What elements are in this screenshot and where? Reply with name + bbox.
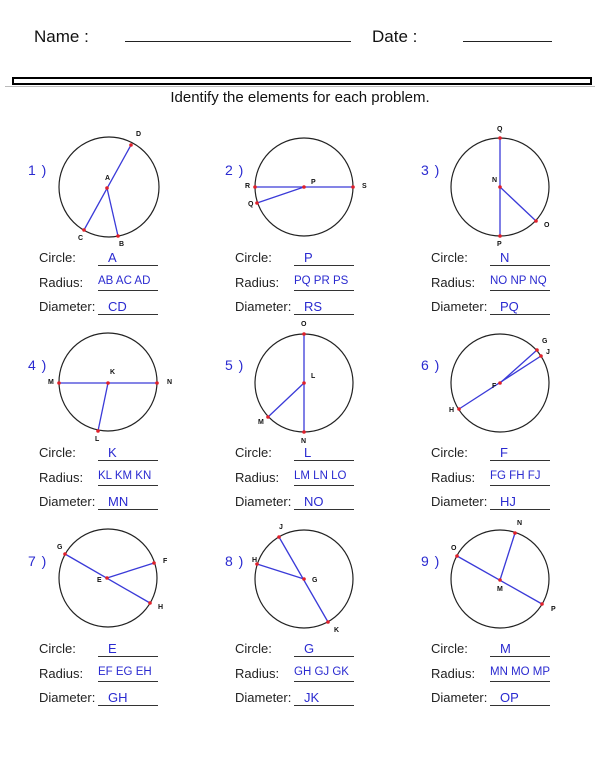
- circle-diagram: [215, 316, 411, 446]
- radius-segment: [500, 350, 537, 383]
- circle-outline: [59, 137, 159, 237]
- radius-answer[interactable]: MN MO MP: [490, 666, 550, 682]
- point-label: Q: [248, 201, 254, 208]
- point: [155, 381, 159, 385]
- diameter-label: Diameter:: [235, 494, 292, 509]
- circle-diagram: [20, 512, 216, 642]
- diameter-answer[interactable]: JK: [294, 690, 354, 706]
- point: [513, 531, 517, 535]
- point: [351, 185, 355, 189]
- diameter-label: Diameter:: [39, 299, 96, 314]
- name-field[interactable]: [125, 41, 351, 42]
- circle-diagram: [20, 316, 216, 446]
- radius-answer[interactable]: LM LN LO: [294, 470, 354, 486]
- point: [116, 234, 120, 238]
- radius-answer[interactable]: KL KM KN: [98, 470, 158, 486]
- center-point: [105, 186, 109, 190]
- circle-answer[interactable]: N: [490, 250, 550, 266]
- diameter-answer[interactable]: NO: [294, 494, 354, 510]
- center-point: [302, 577, 306, 581]
- circle-diagram: [411, 316, 600, 446]
- radius-answer[interactable]: NO NP NQ: [490, 275, 550, 291]
- point-label: S: [362, 183, 367, 190]
- point-label: R: [245, 183, 251, 190]
- radius-answer[interactable]: GH GJ GK: [294, 666, 354, 682]
- radius-answer[interactable]: PQ PR PS: [294, 275, 354, 291]
- problem-7: [20, 512, 216, 708]
- point-label: H: [449, 407, 455, 414]
- point-label: Q: [497, 126, 503, 133]
- center-label: A: [105, 175, 111, 182]
- problem-2: [215, 120, 411, 316]
- radius-label: Radius:: [39, 666, 84, 681]
- point-label: G: [542, 338, 548, 345]
- diameter-label: Diameter:: [39, 690, 96, 705]
- problem-number: 7 ): [28, 553, 48, 569]
- diameter-answer[interactable]: CD: [98, 299, 158, 315]
- circle-label: Circle:: [431, 445, 468, 460]
- point-label: D: [136, 131, 142, 138]
- circle-answer[interactable]: K: [98, 445, 158, 461]
- center-point: [498, 185, 502, 189]
- header-divider-bar: [12, 77, 592, 85]
- circle-diagram: [215, 512, 411, 642]
- center-label: N: [492, 177, 498, 184]
- radius-segment: [268, 383, 304, 417]
- center-label: K: [110, 369, 116, 376]
- point-label: G: [57, 544, 63, 551]
- radius-label: Radius:: [431, 275, 476, 290]
- problem-number: 9 ): [421, 553, 441, 569]
- point-label: L: [95, 436, 100, 443]
- point-label: J: [546, 349, 550, 356]
- point-label: N: [301, 438, 307, 445]
- problem-number: 8 ): [225, 553, 245, 569]
- point: [326, 620, 330, 624]
- center-label: P: [311, 179, 316, 186]
- center-point: [498, 381, 502, 385]
- point-label: N: [517, 520, 523, 527]
- radius-label: Radius:: [235, 666, 280, 681]
- radius-answer[interactable]: AB AC AD: [98, 275, 158, 291]
- circle-answer[interactable]: F: [490, 445, 550, 461]
- instructions: Identify the elements for each problem.: [170, 89, 430, 106]
- radius-answer[interactable]: FG FH FJ: [490, 470, 550, 486]
- circle-answer[interactable]: M: [490, 641, 550, 657]
- point: [539, 354, 543, 358]
- radius-segment: [107, 188, 118, 236]
- point: [63, 552, 67, 556]
- center-point: [302, 185, 306, 189]
- radius-segment: [257, 187, 304, 203]
- diameter-label: Diameter:: [431, 690, 488, 705]
- problem-6: [411, 316, 600, 512]
- point: [82, 228, 86, 232]
- radius-answer[interactable]: EF EG EH: [98, 666, 158, 682]
- circle-label: Circle:: [235, 445, 272, 460]
- diameter-answer[interactable]: OP: [490, 690, 550, 706]
- radius-segment: [500, 187, 536, 221]
- radius-label: Radius:: [39, 470, 84, 485]
- center-label: M: [497, 586, 503, 593]
- point: [302, 430, 306, 434]
- circle-diagram: [411, 512, 600, 642]
- point: [253, 185, 257, 189]
- name-label: Name :: [34, 27, 89, 46]
- radius-segment: [257, 564, 304, 579]
- point-label: M: [48, 379, 54, 386]
- point: [277, 535, 281, 539]
- point: [302, 332, 306, 336]
- problem-5: [215, 316, 411, 512]
- diameter-answer[interactable]: HJ: [490, 494, 550, 510]
- point-label: J: [279, 524, 283, 531]
- radius-segment: [500, 533, 515, 580]
- problem-9: [411, 512, 600, 708]
- center-label: E: [97, 577, 102, 584]
- center-point: [498, 578, 502, 582]
- diameter-answer[interactable]: GH: [98, 690, 158, 706]
- center-label: G: [312, 577, 318, 584]
- point: [148, 601, 152, 605]
- point: [57, 381, 61, 385]
- radius-label: Radius:: [235, 275, 280, 290]
- problem-number: 4 ): [28, 357, 48, 373]
- date-label: Date :: [372, 27, 418, 46]
- problem-3: [411, 120, 600, 316]
- center-point: [302, 381, 306, 385]
- point-label: O: [544, 222, 550, 229]
- problem-number: 6 ): [421, 357, 441, 373]
- diameter-label: Diameter:: [235, 690, 292, 705]
- diameter-label: Diameter:: [39, 494, 96, 509]
- point-label: B: [119, 241, 125, 248]
- point: [457, 407, 461, 411]
- circle-answer[interactable]: G: [294, 641, 354, 657]
- circle-answer[interactable]: E: [98, 641, 158, 657]
- point: [96, 429, 100, 433]
- circle-label: Circle:: [235, 250, 272, 265]
- radius-label: Radius:: [235, 470, 280, 485]
- header-divider-line: [5, 86, 595, 87]
- center-label: L: [311, 373, 316, 380]
- circle-diagram: [411, 120, 600, 250]
- point: [540, 602, 544, 606]
- point: [152, 561, 156, 565]
- problem-number: 3 ): [421, 162, 441, 178]
- point: [498, 234, 502, 238]
- point-label: H: [158, 604, 164, 611]
- point-label: P: [551, 606, 556, 613]
- point: [129, 143, 133, 147]
- point: [255, 201, 259, 205]
- diameter-label: Diameter:: [431, 299, 488, 314]
- radius-label: Radius:: [431, 666, 476, 681]
- center-label: F: [492, 383, 497, 390]
- center-point: [106, 381, 110, 385]
- problem-number: 5 ): [225, 357, 245, 373]
- radius-label: Radius:: [39, 275, 84, 290]
- circle-label: Circle:: [39, 445, 76, 460]
- point: [498, 136, 502, 140]
- circle-diagram: [215, 120, 411, 250]
- diameter-label: Diameter:: [235, 299, 292, 314]
- point-label: K: [334, 627, 340, 634]
- circle-answer[interactable]: P: [294, 250, 354, 266]
- point: [455, 554, 459, 558]
- problem-1: [20, 120, 216, 316]
- point-label: N: [167, 379, 173, 386]
- point-label: H: [252, 557, 258, 564]
- point: [535, 348, 539, 352]
- radius-segment: [107, 563, 154, 578]
- circle-label: Circle:: [235, 641, 272, 656]
- circle-label: Circle:: [39, 641, 76, 656]
- diameter-answer[interactable]: MN: [98, 494, 158, 510]
- circle-answer[interactable]: A: [98, 250, 158, 266]
- circle-label: Circle:: [39, 250, 76, 265]
- diameter-answer[interactable]: PQ: [490, 299, 550, 315]
- circle-label: Circle:: [431, 641, 468, 656]
- point-label: M: [258, 419, 264, 426]
- point-label: F: [163, 558, 168, 565]
- radius-label: Radius:: [431, 470, 476, 485]
- point-label: C: [78, 235, 84, 242]
- circle-label: Circle:: [431, 250, 468, 265]
- circle-diagram: [20, 120, 216, 250]
- center-point: [105, 576, 109, 580]
- date-field[interactable]: [463, 41, 552, 42]
- point-label: O: [301, 321, 307, 328]
- problem-number: 2 ): [225, 162, 245, 178]
- circle-answer[interactable]: L: [294, 445, 354, 461]
- radius-segment: [98, 383, 108, 431]
- diameter-answer[interactable]: RS: [294, 299, 354, 315]
- problem-number: 1 ): [28, 162, 48, 178]
- point-label: O: [451, 545, 457, 552]
- diameter-label: Diameter:: [431, 494, 488, 509]
- point: [534, 219, 538, 223]
- problem-8: [215, 512, 411, 708]
- point-label: P: [497, 241, 502, 248]
- problem-4: [20, 316, 216, 512]
- point: [266, 415, 270, 419]
